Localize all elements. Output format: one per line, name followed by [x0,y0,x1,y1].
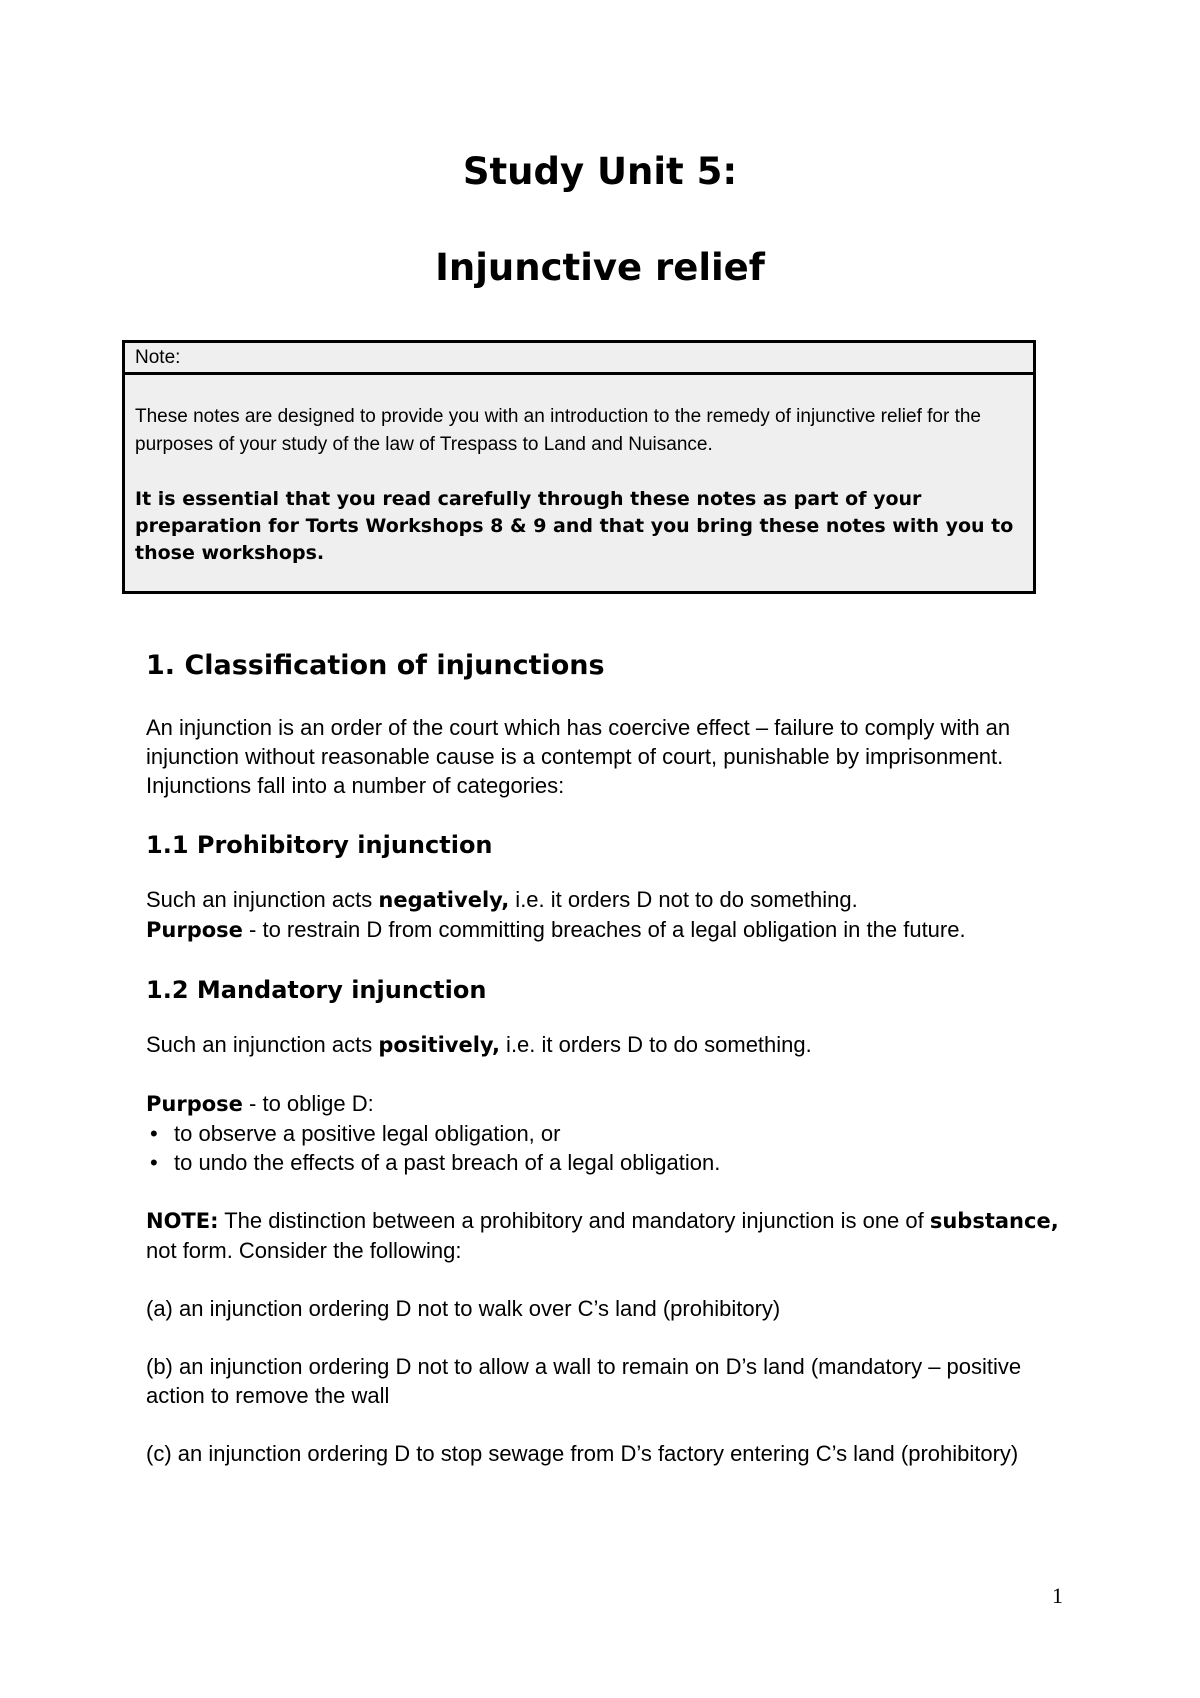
prohibitory-def-post: i.e. it orders D not to do something. [509,887,858,912]
mandatory-def-post: i.e. it orders D to do something. [499,1032,812,1057]
prohibitory-purpose-text: - to restrain D from committing breaches of a legal obligation in the future. [242,917,966,942]
section-1-2-heading: 1.2 Mandatory injunction [146,976,487,1004]
bullet-text: to undo the effects of a past breach of a legal obligation. [174,1150,721,1175]
note-text-a: The distinction between a prohibitory and mandatory injunction is one of [218,1208,930,1233]
mandatory-def-bold: positively, [378,1033,500,1057]
bullet-icon: • [150,1150,158,1175]
example-b: (b) an injunction ordering D not to allow a wall to remain on D’s land (mandatory – positive action to remove the wall [146,1354,1022,1408]
prohibitory-def-pre: Such an injunction acts [146,887,379,912]
section-1-1-heading: 1.1 Prohibitory injunction [146,831,493,859]
purpose-bullet-item [146,1119,1066,1148]
note-paragraph-1: These notes are designed to provide you with an introduction to the remedy of injunctive relief for the purposes of your study of the law of Trespass to Land and Nuisance. [135,406,981,455]
page-title-line1: Study Unit 5: [462,150,738,193]
example-a: (a) an injunction ordering D not to walk over C’s land (prohibitory) [146,1296,781,1321]
distinction-note [146,1206,1066,1265]
purpose-bullet-list [146,1119,1066,1177]
note-bold-substance: substance, [929,1209,1059,1233]
prohibitory-purpose-label: Purpose [146,918,243,942]
section-1-intro: An injunction is an order of the court which has coercive effect – failure to comply with an injunction without reasonable cause is a contempt of court, punishable by imprisonment. Injunctions fall into a number of categories: [146,715,1011,798]
note-label-bold: NOTE: [146,1209,219,1233]
note-box [122,340,1036,594]
mandatory-definition [146,1030,1066,1060]
bullet-icon: • [150,1121,158,1146]
purpose-bullet-item [146,1148,1066,1177]
example-c: (c) an injunction ordering D to stop sewage from D’s factory entering C’s land (prohibitory) [146,1441,1019,1466]
page-title-line2: Injunctive relief [435,246,765,289]
prohibitory-def-bold: negatively, [378,888,510,912]
mandatory-def-pre: Such an injunction acts [146,1032,379,1057]
mandatory-purpose [146,1089,1066,1119]
prohibitory-definition [146,885,1066,915]
mandatory-purpose-label: Purpose [146,1092,243,1116]
note-label: Note: [125,343,1033,375]
main-content [146,648,1066,1497]
section-1-heading: 1. Classification of injunctions [146,650,605,681]
page-number: 1 [1052,1583,1063,1608]
note-text-b: not form. Consider the following: [146,1238,462,1263]
prohibitory-purpose [146,915,1066,945]
bullet-text: to observe a positive legal obligation, or [174,1121,561,1146]
note-paragraph-2: It is essential that you read carefully through these notes as part of your preparation for Torts Workshops 8 & 9 and that you bring these notes with you to those workshops. [135,488,1014,564]
mandatory-purpose-text: - to oblige D: [242,1091,374,1116]
